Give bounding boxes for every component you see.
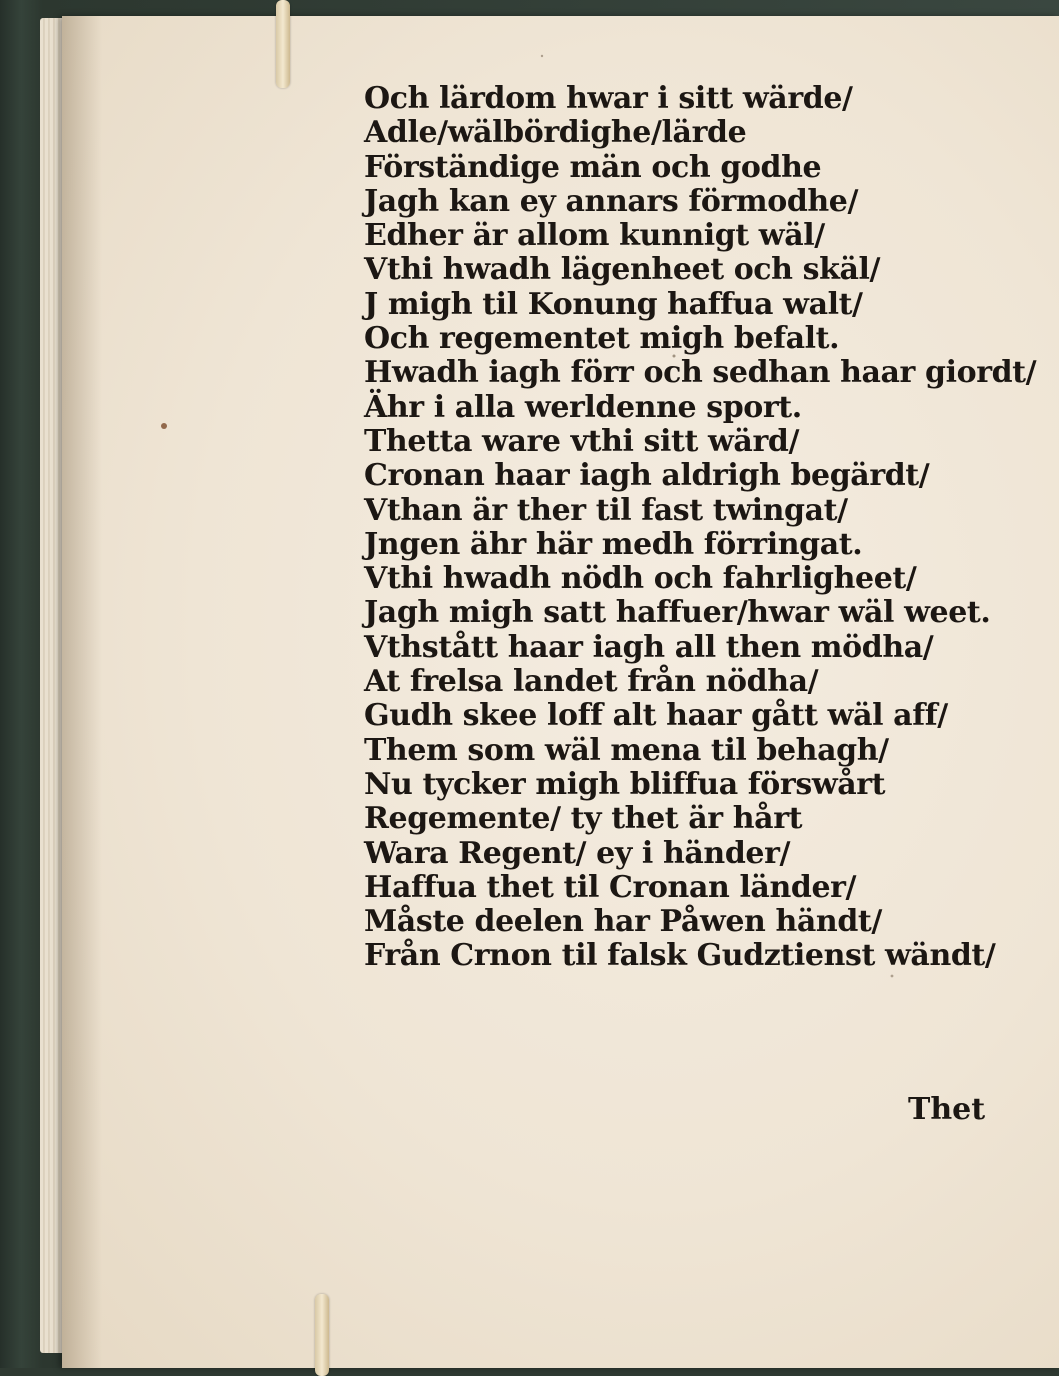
verse-line: Jagh kan ey annars förmodhe/ [364, 183, 859, 219]
verse-line: Gudh skee loff alt haar gått wäl aff/ [364, 698, 948, 734]
verse-text [364, 82, 1036, 974]
binding-thread-top [276, 0, 290, 88]
verse-line: Hwadh iagh förr och sedhan haar giordt/ [364, 355, 1037, 391]
verse-line: Nu tycker migh bliffua förswårt [364, 766, 886, 802]
verse-line: Regemente/ ty thet är hårt [364, 801, 803, 837]
verse-line: Thetta ware vthi sitt wärd/ [364, 423, 800, 459]
verse-line: Jagh migh satt haffuer/hwar wäl weet. [364, 595, 991, 631]
verse-line: Them som wäl mena til behagh/ [364, 732, 889, 768]
verse-line: Vthstått haar iagh all then mödha/ [364, 629, 934, 665]
verse-line: Måste deelen har Påwen händt/ [364, 904, 882, 940]
verse-line: Edher är allom kunnigt wäl/ [364, 218, 825, 254]
verse-line: Haffua thet til Cronan länder/ [364, 869, 857, 905]
verse-line: Jngen ähr här medh förringat. [364, 526, 863, 562]
verse-line: Från Crnon til falsk Gudztienst wändt/ [364, 938, 996, 974]
binding-thread-bottom [315, 1294, 329, 1376]
verse-line: Wara Regent/ ey i händer/ [364, 835, 791, 871]
verse-line: Och lärdom hwar i sitt wärde/ [364, 81, 853, 116]
verse-line: Cronan haar iagh aldrigh begärdt/ [364, 458, 930, 494]
verse-line: Och regementet migh befalt. [364, 321, 840, 357]
verse-line: Vthi hwadh lägenheet och skäl/ [364, 252, 881, 288]
verse-line: Adle/wälbördighe/lärde [364, 115, 747, 151]
verse-line: Vthi hwadh nödh och fahrligheet/ [364, 561, 917, 597]
verse-line: J migh til Konung haffua walt/ [364, 286, 863, 322]
catchword: Thet [908, 1092, 986, 1127]
verse-line: Vthan är ther til fast twingat/ [364, 492, 848, 528]
verse-line: At frelsa landet från nödha/ [364, 664, 819, 700]
verse-line: Förständige män och godhe [364, 149, 822, 185]
verse-line: Ähr i alla werldenne sport. [364, 389, 802, 425]
